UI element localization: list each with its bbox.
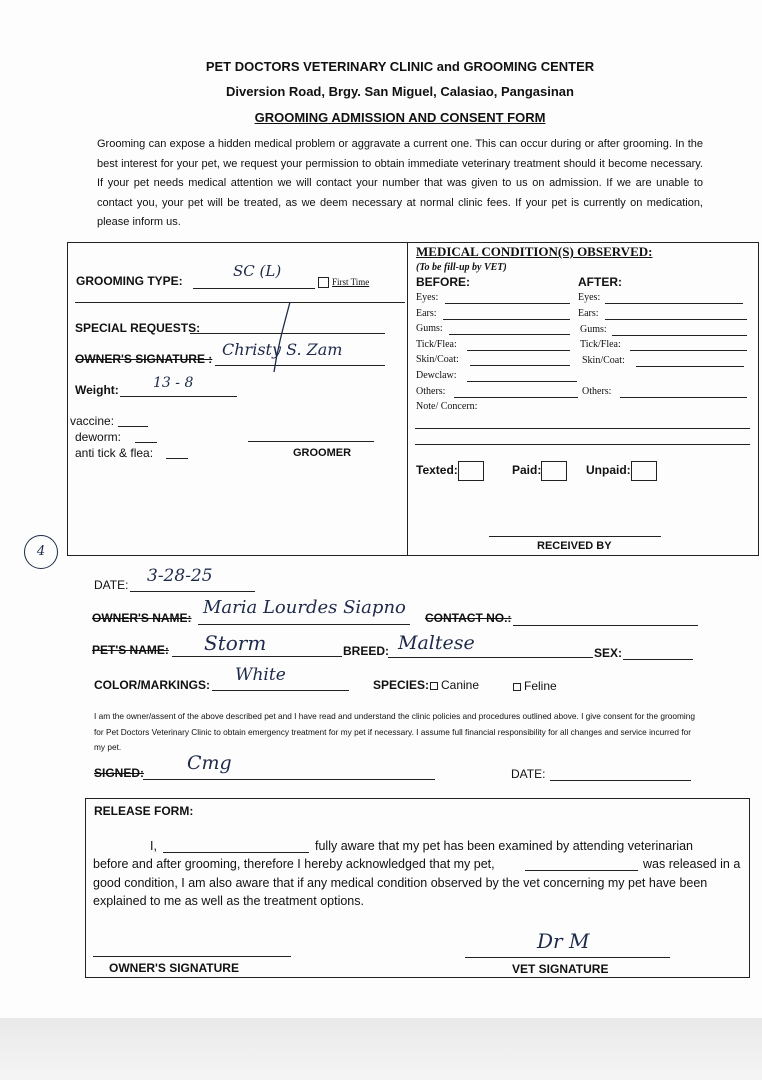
release-vet-signature-label: VET SIGNATURE bbox=[512, 962, 609, 976]
feline-label: Feline bbox=[524, 679, 557, 693]
species-option-canine[interactable] bbox=[430, 678, 479, 692]
species-option-feline[interactable] bbox=[513, 679, 557, 693]
before-label: BEFORE: bbox=[416, 275, 470, 289]
weight-value: 13 - 8 bbox=[153, 375, 194, 391]
grooming-extra-line bbox=[75, 302, 405, 303]
clinic-address: Diversion Road, Brgy. San Miguel, Calasiao, Pangasinan bbox=[226, 84, 574, 99]
note-line-1[interactable] bbox=[415, 428, 750, 429]
unpaid-box[interactable] bbox=[631, 461, 657, 481]
scan-bottom-shadow bbox=[0, 1018, 762, 1080]
release-owner-signature-label: OWNER'S SIGNATURE bbox=[109, 961, 239, 975]
after-tick-flea-line[interactable] bbox=[630, 350, 747, 351]
before-eyes-line[interactable] bbox=[445, 303, 570, 304]
first-time-checkbox[interactable] bbox=[318, 277, 369, 288]
grooming-type-line[interactable] bbox=[193, 288, 315, 289]
margin-circle-mark: 4 bbox=[24, 535, 58, 569]
after-ears: Ears: bbox=[578, 308, 599, 319]
contact-label: CONTACT NO.: bbox=[425, 611, 512, 625]
before-dewclaw: Dewclaw: bbox=[416, 370, 457, 381]
before-dewclaw-line[interactable] bbox=[467, 381, 577, 382]
before-tick-flea-line[interactable] bbox=[467, 350, 570, 351]
vaccine-label: vaccine: bbox=[70, 414, 115, 428]
owner-signature-label: OWNER'S SIGNATURE : bbox=[75, 352, 213, 366]
first-time-label: First Time bbox=[332, 277, 370, 287]
breed-label: BREED: bbox=[343, 644, 390, 658]
date-line[interactable] bbox=[130, 591, 255, 592]
signed-date-label: DATE: bbox=[511, 767, 546, 781]
signed-date-line[interactable] bbox=[550, 780, 691, 781]
grooming-type-label: GROOMING TYPE: bbox=[76, 274, 183, 288]
breed-value: Maltese bbox=[398, 632, 475, 654]
received-by-label: RECEIVED BY bbox=[537, 540, 612, 552]
paid-box[interactable] bbox=[541, 461, 567, 481]
clinic-name: PET DOCTORS VETERINARY CLINIC and GROOMING CENTER bbox=[205, 59, 595, 74]
deworm-line[interactable] bbox=[135, 442, 157, 443]
after-gums: Gums: bbox=[580, 324, 607, 335]
owner-name-value: Maria Lourdes Siapno bbox=[203, 597, 406, 618]
medical-title: MEDICAL CONDITION(S) OBSERVED: bbox=[416, 244, 653, 259]
before-others: Others: bbox=[416, 386, 446, 397]
unpaid-label: Unpaid: bbox=[586, 463, 631, 478]
vaccine-line[interactable] bbox=[118, 426, 148, 427]
release-text-4: was released in a bbox=[643, 857, 741, 871]
before-gums-line[interactable] bbox=[449, 334, 570, 335]
after-label: AFTER: bbox=[578, 275, 622, 289]
release-text-3: before and after grooming, therefore I hereby acknowledged that my pet, bbox=[93, 857, 495, 871]
after-skin-coat: Skin/Coat: bbox=[582, 355, 625, 366]
before-eyes: Eyes: bbox=[416, 292, 439, 303]
texted-field[interactable] bbox=[416, 461, 484, 481]
panel-divider bbox=[407, 242, 408, 555]
release-vet-signature-value: Dr M bbox=[537, 929, 590, 953]
signature-stroke-icon bbox=[268, 300, 298, 375]
after-tick-flea: Tick/Flea: bbox=[580, 339, 621, 350]
contact-line[interactable] bbox=[513, 625, 698, 626]
note-line-2[interactable] bbox=[415, 444, 750, 445]
release-vet-signature-line[interactable] bbox=[465, 957, 670, 958]
weight-label: Weight: bbox=[75, 383, 119, 397]
signed-line[interactable] bbox=[143, 779, 435, 780]
color-markings-value: White bbox=[235, 665, 286, 685]
checkbox-icon bbox=[513, 683, 521, 691]
pet-name-label: PET'S NAME: bbox=[92, 643, 169, 657]
paid-field[interactable] bbox=[512, 461, 567, 481]
before-skin-coat: Skin/Coat: bbox=[416, 354, 459, 365]
release-owner-signature-line[interactable] bbox=[93, 956, 291, 957]
unpaid-field[interactable] bbox=[586, 461, 657, 481]
medical-subtitle: (To be fill-up by VET) bbox=[416, 262, 507, 273]
paid-label: Paid: bbox=[512, 463, 542, 478]
date-label: DATE: bbox=[94, 578, 129, 592]
before-tick-flea: Tick/Flea: bbox=[416, 339, 457, 350]
sex-label: SEX: bbox=[594, 646, 623, 660]
weight-line[interactable] bbox=[120, 396, 237, 397]
texted-box[interactable] bbox=[458, 461, 484, 481]
after-others: Others: bbox=[582, 386, 612, 397]
release-text-2: fully aware that my pet has been examined by attending veterinarian bbox=[315, 839, 694, 853]
owner-signature-line[interactable] bbox=[215, 365, 385, 366]
groomer-label: GROOMER bbox=[293, 447, 352, 459]
received-by-line[interactable] bbox=[489, 536, 661, 537]
before-gums: Gums: bbox=[416, 323, 443, 334]
before-others-line[interactable] bbox=[454, 397, 578, 398]
date-value: 3-28-25 bbox=[147, 566, 213, 586]
form-title: GROOMING ADMISSION AND CONSENT FORM bbox=[254, 110, 546, 125]
signed-label: SIGNED: bbox=[94, 766, 145, 780]
before-skin-coat-line[interactable] bbox=[470, 365, 570, 366]
release-owner-name-line[interactable] bbox=[163, 852, 309, 853]
deworm-label: deworm: bbox=[75, 430, 122, 444]
after-eyes-line[interactable] bbox=[605, 303, 743, 304]
grooming-type-value: SC (L) bbox=[233, 262, 282, 280]
grooming-medical-box bbox=[67, 242, 759, 556]
release-text-5: good condition, I am also aware that if any medical condition observed by the vet concerning my pet have been explained to me as well as the treatment options. bbox=[93, 876, 708, 908]
groomer-line[interactable] bbox=[248, 441, 374, 442]
intro-paragraph: Grooming can expose a hidden medical problem or aggravate a current one. This can occur during or after grooming. In the best interest for your pet, we request your permission to obtain immediate veterinary treatment should it become necessary. If your pet needs medical attention we will contact your number that was given to us on admission. If we are unable to contact you, your pet will be treated, as we deem necessary at normal clinic fees. If your pet is currently on medication, please inform us. bbox=[97, 138, 703, 228]
breed-line[interactable] bbox=[388, 657, 593, 658]
release-pet-name-line[interactable] bbox=[525, 870, 638, 871]
anti-tick-line[interactable] bbox=[166, 458, 188, 459]
owner-signature-value: Christy S. Zam bbox=[222, 340, 343, 359]
after-gums-line[interactable] bbox=[612, 335, 747, 336]
pet-name-value: Storm bbox=[204, 631, 267, 655]
note-concern-label: Note/ Concern: bbox=[416, 401, 478, 412]
color-markings-line[interactable] bbox=[212, 690, 349, 691]
before-ears: Ears: bbox=[416, 308, 437, 319]
canine-label: Canine bbox=[441, 678, 480, 692]
owner-name-label: OWNER'S NAME: bbox=[92, 611, 192, 625]
checkbox-icon bbox=[318, 277, 329, 288]
texted-label: Texted: bbox=[416, 463, 458, 478]
species-label: SPECIES: bbox=[373, 678, 430, 692]
anti-tick-label: anti tick & flea: bbox=[75, 446, 154, 460]
owner-name-line[interactable] bbox=[198, 624, 410, 625]
signed-value: Cmg bbox=[187, 752, 232, 774]
sex-line[interactable] bbox=[623, 659, 693, 660]
consent-paragraph: I am the owner/assent of the above described pet and I have read and understand the clinic policies and procedures outlined above. I give consent for the grooming for Pet Doctors Veterinary Clinic to obtain emergency treatment for my pet if necessary. I assume full financial responsibility for all changes and service incurred for my pet. bbox=[94, 711, 695, 752]
pet-name-line[interactable] bbox=[172, 656, 342, 657]
release-title: RELEASE FORM: bbox=[94, 804, 194, 818]
after-ears-line[interactable] bbox=[605, 319, 747, 320]
checkbox-icon bbox=[430, 682, 438, 690]
color-markings-label: COLOR/MARKINGS: bbox=[94, 678, 210, 692]
before-ears-line[interactable] bbox=[443, 319, 570, 320]
after-eyes: Eyes: bbox=[578, 292, 601, 303]
release-text-i: I, bbox=[150, 839, 157, 853]
special-requests-label: SPECIAL REQUESTS: bbox=[75, 321, 201, 335]
after-others-line[interactable] bbox=[620, 397, 747, 398]
after-skin-coat-line[interactable] bbox=[636, 366, 744, 367]
